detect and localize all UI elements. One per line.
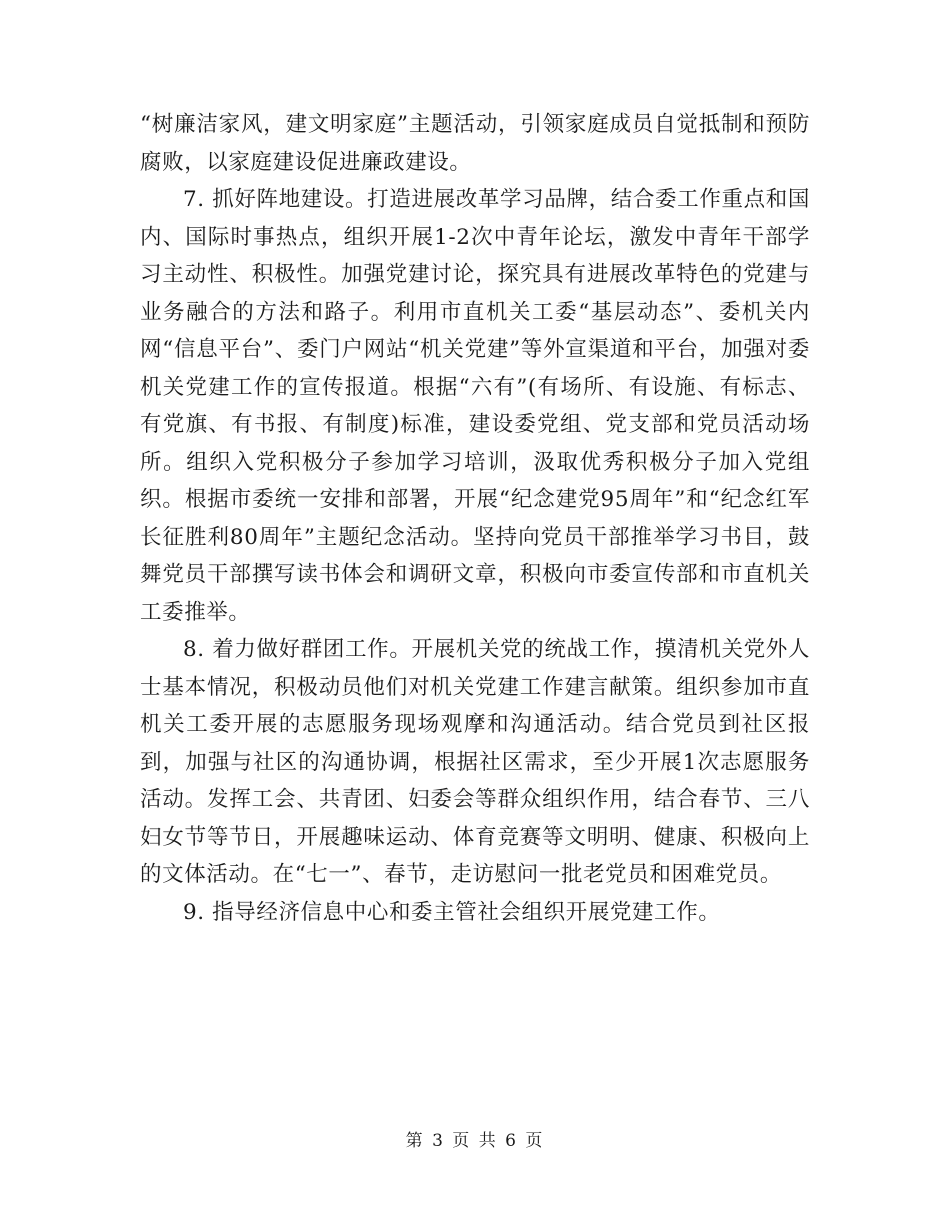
paragraph-item-8: 8. 着力做好群团工作。开展机关党的统战工作，摸清机关党外人士基本情况，积极动员他们对机关党建工作建言献策。组织参加市直机关工委开展的志愿服务现场观摩和沟通活动。结合党员到社区报到，加强与社区的沟通协调，根据社区需求，至少开展1次志愿服务活动。发挥工会、共青团、妇委会等群众组织作用，结合春节、三八妇女节等节日，开展趣味运动、体育竞赛等文明明、健康、积极向上的文体活动。在“七一”、春节，走访慰问一批老党员和困难党员。 [140, 637, 810, 887]
paragraph-item-9: 9. 指导经济信息中心和委主管社会组织开展党建工作。 [183, 899, 721, 925]
paragraph-item-7: 7. 抓好阵地建设。打造进展改革学习品牌，结合委工作重点和国内、国际时事热点，组织开展1-2次中青年论坛，激发中青年干部学习主动性、积极性。加强党建讨论，探究具有进展改革特色的党建与业务融合的方法和路子。利用市直机关工委“基层动态”、委机关内网“信息平台”、委门户网站“机关党建”等外宣渠道和平台，加强对委机关党建工作的宣传报道。根据“六有”(有场所、有设施、有标志、有党旗、有书报、有制度)标准，建设委党组、党支部和党员活动场所。组织入党积极分子参加学习培训，汲取优秀积极分子加入党组织。根据市委统一安排和部署，开展“纪念建党95周年”和“纪念红军长征胜利80周年”主题纪念活动。坚持向党员干部推举学习书目，鼓舞党员干部撰写读书体会和调研文章，积极向市委宣传部和市直机关工委推举。 [140, 187, 810, 625]
page-number-footer: 第 3 页 共 6 页 [405, 1131, 545, 1151]
document-body [140, 106, 810, 931]
paragraph-continuation: “树廉洁家风，建文明家庭”主题活动，引领家庭成员自觉抵制和预防腐败，以家庭建设促进廉政建设。 [140, 112, 810, 175]
